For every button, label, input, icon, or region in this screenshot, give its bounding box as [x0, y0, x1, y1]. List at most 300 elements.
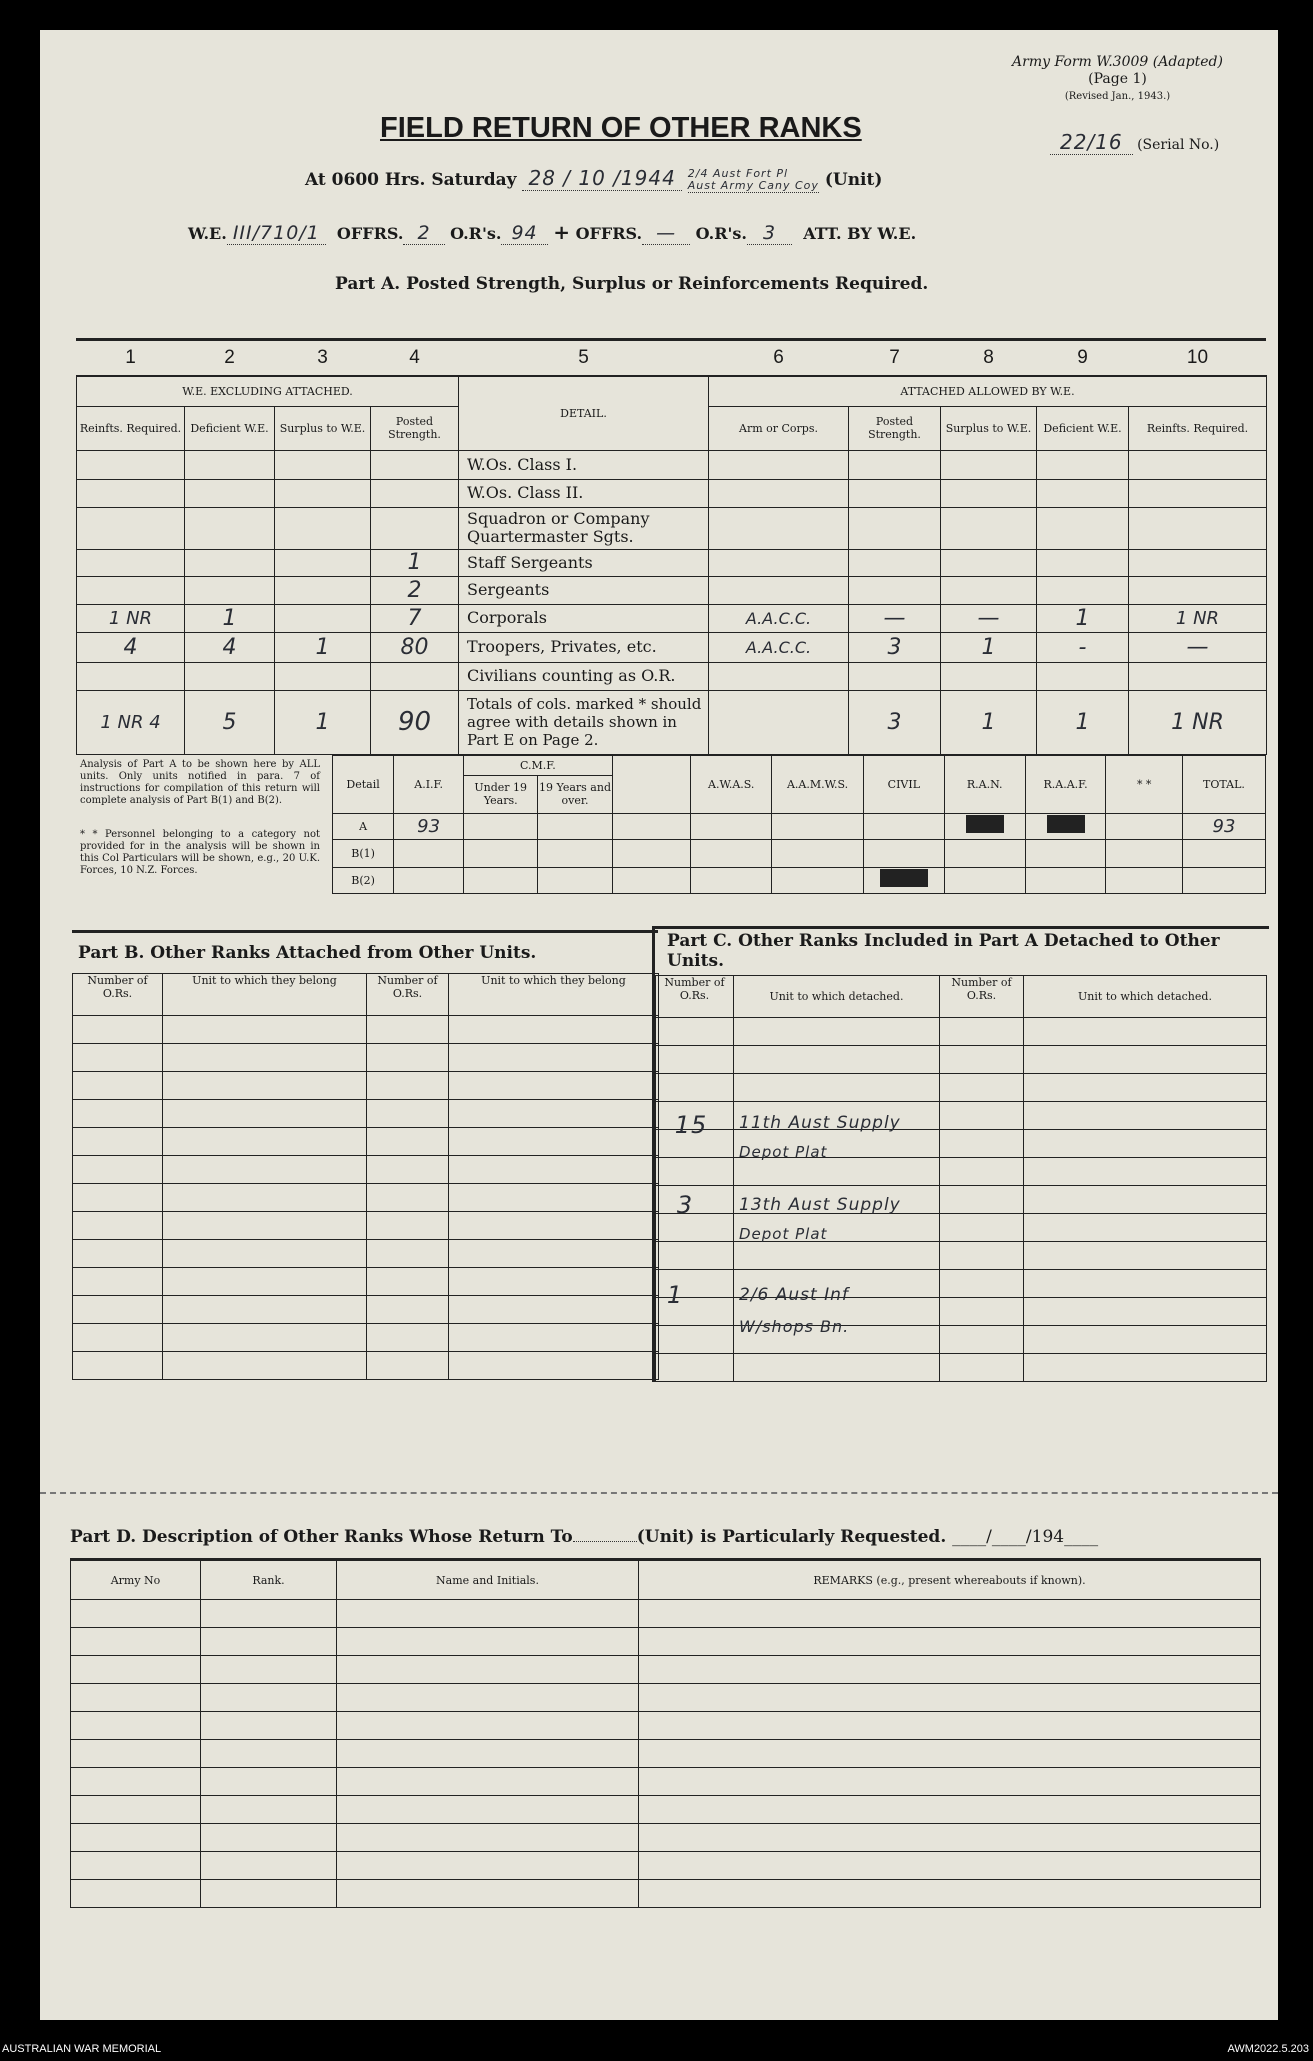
unit-value-line1: 2/4 Aust Fort Pl — [687, 167, 789, 180]
cell — [1182, 867, 1265, 893]
army-form-number: Army Form W.3009 — [1012, 54, 1149, 70]
blank-cell — [1024, 1046, 1267, 1074]
personnel-note: * * Personnel belonging to a category not provided for in the analysis will be shown in this Col Particulars will be shown, e.g., 20 U.K. Forces, 10 N.Z. Forces. — [80, 828, 320, 876]
part-d-row — [71, 1712, 1261, 1740]
blank-cell — [940, 1354, 1024, 1382]
cell — [709, 576, 849, 604]
cell — [709, 690, 849, 754]
analysis-section — [76, 755, 1266, 895]
blank-cell — [73, 1184, 163, 1212]
cell — [185, 507, 275, 549]
table-row — [77, 479, 1267, 507]
blank-cell — [71, 1740, 201, 1768]
part-b-number-header-2: Number of O.Rs. — [367, 974, 449, 1016]
form-identification — [965, 54, 1270, 105]
col-number: 7 — [889, 347, 900, 368]
part-b-row — [73, 1268, 659, 1296]
redaction — [944, 813, 1025, 839]
adapted-label: (Adapted) — [1152, 54, 1223, 70]
blank-cell — [734, 1242, 940, 1270]
part-b-row — [73, 1240, 659, 1268]
total-reinfts: 1 NR 4 — [77, 690, 185, 754]
col-number: 6 — [773, 347, 784, 368]
attached-allowed-header: ATTACHED ALLOWED BY W.E. — [709, 376, 1267, 406]
part-c-entry-number: 1 — [666, 1281, 684, 1309]
part-d-row — [71, 1740, 1261, 1768]
blank-cell — [940, 1214, 1024, 1242]
blank-cell — [337, 1824, 639, 1852]
cell: — — [941, 604, 1037, 632]
blank-cell — [449, 1240, 659, 1268]
part-c-entry-unit: 2/6 Aust Inf — [739, 1285, 849, 1305]
page-title: FIELD RETURN OF OTHER RANKS — [380, 112, 862, 144]
part-d-row — [71, 1684, 1261, 1712]
cell — [941, 507, 1037, 549]
part-c-row — [656, 1354, 1267, 1382]
rank-header: Rank. — [201, 1560, 337, 1600]
cell: 2 — [371, 576, 459, 604]
part-c-entry-unit-2: Depot Plat — [739, 1225, 828, 1243]
cell — [275, 479, 371, 507]
part-b-title: Part B. Other Ranks Attached from Other Units. — [78, 943, 537, 963]
blank-cell — [201, 1600, 337, 1628]
name-initials-header: Name and Initials. — [337, 1560, 639, 1600]
blank-cell — [337, 1880, 639, 1908]
analysis-note: Analysis of Part A to be shown here by ALL units. Only units notified in para. 7 of instructions for compilation of this return will complete analysis of Part B(1) and B(2). — [80, 758, 320, 806]
total-posted: 90 — [371, 690, 459, 754]
part-b-row — [73, 1296, 659, 1324]
surplus-we-header: Surplus to W.E. — [275, 406, 371, 450]
blank-cell — [449, 1100, 659, 1128]
part-d-row — [71, 1880, 1261, 1908]
blank-cell — [337, 1684, 639, 1712]
detail-header: DETAIL. — [459, 376, 709, 450]
blank-cell — [367, 1184, 449, 1212]
blank-cell — [163, 1324, 367, 1352]
blank-cell — [367, 1016, 449, 1044]
blank-cell — [449, 1044, 659, 1072]
blank-cell — [367, 1072, 449, 1100]
part-b-row — [73, 1100, 659, 1128]
part-b-unit-header-2: Unit to which they belong — [449, 974, 659, 1016]
blank-cell — [163, 1240, 367, 1268]
cell — [185, 450, 275, 479]
cell — [941, 662, 1037, 690]
cell — [1182, 839, 1265, 867]
col-number: 9 — [1077, 347, 1088, 368]
ran-header: R.A.N. — [944, 755, 1025, 813]
reinfts-required-header: Reinfts. Required. — [77, 406, 185, 450]
ors-att-value: 3 — [747, 222, 792, 245]
analysis-row — [333, 867, 1266, 893]
blank-cell — [734, 1158, 940, 1186]
blank-cell — [163, 1352, 367, 1380]
blank-cell — [940, 1270, 1024, 1298]
cell — [77, 450, 185, 479]
part-c-row — [656, 1242, 1267, 1270]
cell — [849, 549, 941, 576]
blank-cell — [940, 1074, 1024, 1102]
blank-cell — [71, 1824, 201, 1852]
blank-cell — [201, 1684, 337, 1712]
blank-cell — [337, 1796, 639, 1824]
cmf-header: C.M.F. — [464, 755, 613, 775]
cell — [275, 549, 371, 576]
blank-cell — [639, 1684, 1261, 1712]
detail-label: Staff Sergeants — [459, 549, 709, 576]
cell — [1106, 867, 1182, 893]
blank-cell — [201, 1852, 337, 1880]
cell — [612, 839, 691, 867]
we-strength-line — [188, 220, 916, 244]
cell — [1025, 867, 1106, 893]
cell — [185, 549, 275, 576]
blank-cell — [639, 1712, 1261, 1740]
blank-cell — [656, 1354, 734, 1382]
blank-cell — [73, 1296, 163, 1324]
part-a-section — [76, 338, 1266, 895]
blank-cell — [367, 1268, 449, 1296]
blank-cell — [940, 1242, 1024, 1270]
cell — [691, 839, 772, 867]
blank-cell — [163, 1212, 367, 1240]
blank-cell — [73, 1352, 163, 1380]
blank-cell — [449, 1184, 659, 1212]
blank-cell — [337, 1656, 639, 1684]
blank-cell — [367, 1128, 449, 1156]
analysis-detail-header: Detail — [333, 755, 394, 813]
cell — [1025, 839, 1106, 867]
blank-cell — [940, 1326, 1024, 1354]
part-d-row — [71, 1628, 1261, 1656]
part-d-row — [71, 1796, 1261, 1824]
blank-cell — [639, 1852, 1261, 1880]
blank-cell — [1024, 1326, 1267, 1354]
blank-cell — [367, 1212, 449, 1240]
cell — [849, 450, 941, 479]
part-b-row — [73, 1016, 659, 1044]
blank-cell — [656, 1326, 734, 1354]
cell — [849, 507, 941, 549]
blank-cell — [639, 1600, 1261, 1628]
blank-cell — [337, 1852, 639, 1880]
form-paper — [40, 30, 1278, 2020]
blank-cell — [163, 1156, 367, 1184]
cell — [77, 479, 185, 507]
blank-cell — [449, 1072, 659, 1100]
blank-cell — [337, 1628, 639, 1656]
analysis-total-header: TOTAL. — [1182, 755, 1265, 813]
cell: 7 — [371, 604, 459, 632]
part-a-title: Part A. Posted Strength, Surplus or Reinforcements Required. — [335, 274, 929, 294]
part-d-title-date: ____/____/194____ — [952, 1527, 1099, 1547]
cell — [772, 813, 864, 839]
cell — [1037, 479, 1129, 507]
cell: 1 — [1037, 604, 1129, 632]
army-no-header: Army No — [71, 1560, 201, 1600]
deficient-we-att-header: Deficient W.E. — [1037, 406, 1129, 450]
offrs-label: OFFRS. — [336, 224, 404, 243]
col-number: 3 — [317, 347, 328, 368]
cell — [464, 813, 538, 839]
cell — [394, 839, 464, 867]
part-c-row — [656, 1018, 1267, 1046]
blank-cell — [73, 1044, 163, 1072]
part-c-section — [652, 926, 1269, 1382]
cell — [1037, 549, 1129, 576]
ors-att-label: O.R's. — [695, 224, 747, 243]
part-c-entry-unit: 13th Aust Supply — [739, 1195, 901, 1215]
col-number: 8 — [983, 347, 994, 368]
part-c-title: Part C. Other Ranks Included in Part A Detached to Other Units. — [667, 931, 1220, 971]
blank-cell — [71, 1628, 201, 1656]
cell — [185, 662, 275, 690]
cell — [77, 662, 185, 690]
deficient-we-header: Deficient W.E. — [185, 406, 275, 450]
unit-value-line2: Aust Army Cany Coy — [687, 179, 819, 192]
date-value: 28 / 10 /1944 — [522, 166, 681, 191]
blank-cell — [367, 1100, 449, 1128]
19-and-over-header: 19 Years and over. — [538, 775, 612, 813]
blank-cell — [1024, 1298, 1267, 1326]
blank-cell — [1024, 1270, 1267, 1298]
we-value: III/710/1 — [227, 222, 326, 245]
blank-cell — [71, 1712, 201, 1740]
part-d-section — [70, 1520, 1260, 1908]
part-d-title-prefix: Part D. Description of Other Ranks Whose Return To — [70, 1527, 573, 1547]
blank-cell — [71, 1880, 201, 1908]
blank-cell — [449, 1016, 659, 1044]
blank-cell — [734, 1018, 940, 1046]
cell — [275, 662, 371, 690]
part-c-entry-number: 3 — [676, 1191, 694, 1219]
blank-cell — [201, 1740, 337, 1768]
blank-cell — [656, 1242, 734, 1270]
cell — [709, 479, 849, 507]
part-b-table — [72, 973, 659, 1380]
blank-cell — [449, 1156, 659, 1184]
table-row — [77, 576, 1267, 604]
cell: 1 — [185, 604, 275, 632]
detail-label: Squadron or Company Quartermaster Sgts. — [459, 507, 709, 549]
cell — [944, 839, 1025, 867]
blank-cell — [367, 1352, 449, 1380]
blank-cell — [449, 1212, 659, 1240]
cell: 80 — [371, 632, 459, 662]
blank-cell — [367, 1324, 449, 1352]
detail-label: W.Os. Class II. — [459, 479, 709, 507]
table-row — [77, 662, 1267, 690]
total-surplus-att: 1 — [941, 690, 1037, 754]
cell — [691, 813, 772, 839]
analysis-row — [333, 813, 1266, 839]
cell — [77, 576, 185, 604]
cell — [1037, 507, 1129, 549]
blank-cell — [656, 1074, 734, 1102]
detail-label: Sergeants — [459, 576, 709, 604]
blank-cell — [71, 1852, 201, 1880]
cell: 1 — [371, 549, 459, 576]
blank-cell — [163, 1128, 367, 1156]
table-row — [77, 604, 1267, 632]
cell — [77, 507, 185, 549]
blank-cell — [163, 1268, 367, 1296]
cell — [1037, 450, 1129, 479]
blank-cell — [940, 1046, 1024, 1074]
cell — [275, 507, 371, 549]
cell — [772, 839, 864, 867]
raaf-header: R.A.A.F. — [1025, 755, 1106, 813]
cell — [709, 662, 849, 690]
blank-cell — [734, 1074, 940, 1102]
blank-cell — [449, 1352, 659, 1380]
table-row — [77, 549, 1267, 576]
cell — [1106, 839, 1182, 867]
blank-cell — [201, 1628, 337, 1656]
blank-cell — [163, 1296, 367, 1324]
cell — [863, 813, 944, 839]
cell — [77, 549, 185, 576]
cell: - — [1037, 632, 1129, 662]
analysis-aif-value: 93 — [394, 813, 464, 839]
blank-cell — [1024, 1354, 1267, 1382]
part-b-row — [73, 1324, 659, 1352]
aamws-header: A.A.M.W.S. — [772, 755, 864, 813]
cell — [1129, 507, 1267, 549]
analysis-row-label: B(2) — [333, 867, 394, 893]
cell — [1129, 576, 1267, 604]
blank-cell — [163, 1072, 367, 1100]
part-a-table — [76, 341, 1267, 755]
blank-cell — [940, 1298, 1024, 1326]
table-row — [77, 507, 1267, 549]
cell — [612, 867, 691, 893]
part-d-row — [71, 1656, 1261, 1684]
cell — [1129, 479, 1267, 507]
at-line-label: At 0600 Hrs. Saturday — [305, 170, 517, 190]
offrs-att-value: — — [642, 222, 690, 245]
cell — [612, 813, 691, 839]
col-number: 5 — [578, 347, 589, 368]
blank-cell — [1024, 1214, 1267, 1242]
col-number: 2 — [224, 347, 235, 368]
posted-strength-att-header: Posted Strength. — [849, 406, 941, 450]
blank-cell — [367, 1156, 449, 1184]
part-d-row — [71, 1852, 1261, 1880]
date-unit-line — [305, 166, 882, 193]
blank-cell — [73, 1240, 163, 1268]
detail-label: Troopers, Privates, etc. — [459, 632, 709, 662]
cell — [1037, 576, 1129, 604]
cell: 1 — [275, 632, 371, 662]
unit-label: (Unit) — [824, 170, 883, 190]
blank-cell — [656, 1018, 734, 1046]
blank-cell — [73, 1212, 163, 1240]
blank-cell — [201, 1824, 337, 1852]
part-c-entry-number: 15 — [674, 1111, 708, 1139]
part-b-unit-header: Unit to which they belong — [163, 974, 367, 1016]
blank-cell — [71, 1600, 201, 1628]
blank-cell — [1024, 1102, 1267, 1130]
offrs-value: 2 — [403, 222, 444, 245]
ors-value: 94 — [501, 222, 547, 245]
detail-label: Corporals — [459, 604, 709, 632]
cell — [371, 662, 459, 690]
detail-label: W.Os. Class I. — [459, 450, 709, 479]
table-row — [77, 450, 1267, 479]
part-c-unit-header-2: Unit to which detached. — [1024, 976, 1267, 1018]
blank-cell — [639, 1628, 1261, 1656]
cell — [538, 813, 612, 839]
aif-header: A.I.F. — [394, 755, 464, 813]
total-deficient-att: 1 — [1037, 690, 1129, 754]
ors-label: O.R's. — [450, 224, 502, 243]
cell — [941, 479, 1037, 507]
part-d-table — [70, 1558, 1261, 1908]
cell — [849, 479, 941, 507]
blank-cell — [337, 1768, 639, 1796]
part-c-entry-unit: 11th Aust Supply — [739, 1113, 901, 1133]
part-b-row — [73, 1352, 659, 1380]
cell — [941, 576, 1037, 604]
part-b-row — [73, 1212, 659, 1240]
we-label: W.E. — [188, 224, 227, 243]
blank-cell — [639, 1768, 1261, 1796]
remarks-header: REMARKS (e.g., present whereabouts if known). — [639, 1560, 1261, 1600]
blank-cell — [639, 1796, 1261, 1824]
unit-value — [688, 168, 819, 193]
other-header: * * — [1106, 755, 1182, 813]
part-b-section — [72, 930, 658, 1380]
part-b-rows — [73, 1016, 659, 1380]
part-b-number-header: Number of O.Rs. — [73, 974, 163, 1016]
posted-strength-header: Posted Strength. — [371, 406, 459, 450]
col-number: 10 — [1186, 347, 1209, 368]
totals-row — [77, 690, 1267, 754]
blank-cell — [163, 1016, 367, 1044]
blank-cell — [1024, 1186, 1267, 1214]
cell: 4 — [185, 632, 275, 662]
blank-cell — [940, 1102, 1024, 1130]
blank-cell — [337, 1712, 639, 1740]
cell — [275, 604, 371, 632]
part-c-entry-unit-2: Depot Plat — [739, 1143, 828, 1161]
cell — [863, 839, 944, 867]
cell: A.A.C.C. — [709, 632, 849, 662]
blank-cell — [639, 1824, 1261, 1852]
revised-date: (Revised Jan., 1943.) — [1064, 91, 1171, 102]
archive-source-label: AUSTRALIAN WAR MEMORIAL — [2, 2043, 162, 2055]
blank-cell — [940, 1018, 1024, 1046]
table-row — [77, 632, 1267, 662]
blank-cell — [449, 1324, 659, 1352]
part-c-number-header-2: Number of O.Rs. — [940, 976, 1024, 1018]
analysis-row-label: B(1) — [333, 839, 394, 867]
cell — [1129, 549, 1267, 576]
part-b-row — [73, 1072, 659, 1100]
cell — [1129, 450, 1267, 479]
blank-cell — [73, 1268, 163, 1296]
arm-corps-header: Arm or Corps. — [709, 406, 849, 450]
col-number: 4 — [409, 347, 420, 368]
cell: A.A.C.C. — [709, 604, 849, 632]
cell — [185, 479, 275, 507]
blank-cell — [201, 1712, 337, 1740]
analysis-row-label: A — [333, 813, 394, 839]
blank-cell — [201, 1656, 337, 1684]
cell: 4 — [77, 632, 185, 662]
blank-cell — [940, 1158, 1024, 1186]
